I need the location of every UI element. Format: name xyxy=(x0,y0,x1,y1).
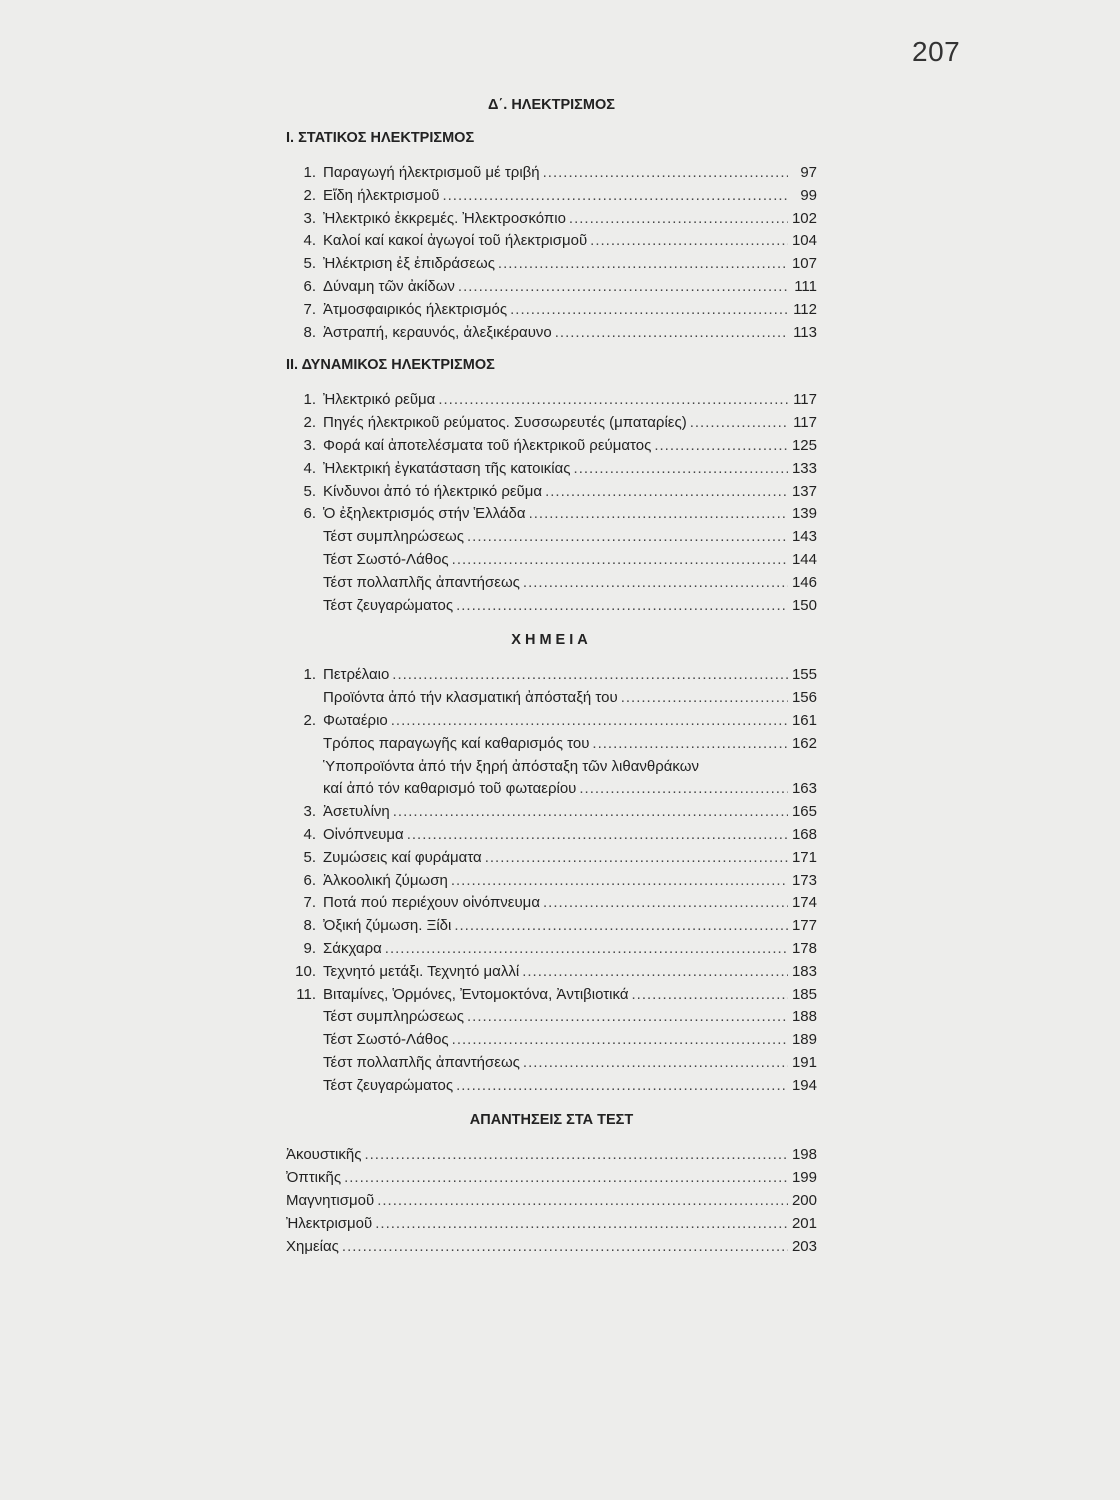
toc-entry xyxy=(286,208,817,231)
toc-entry-page: 144 xyxy=(791,550,817,568)
toc-entry-number: 5. xyxy=(303,255,316,273)
toc-entry xyxy=(286,938,817,961)
toc-entry-page: 133 xyxy=(791,459,817,477)
dot-leader xyxy=(545,481,788,504)
toc-entry xyxy=(286,870,817,893)
toc-entry-title: Ἀλκοολική ζύμωση xyxy=(323,871,448,889)
toc-entry-title: Φορά καί ἀποτελέσματα τοῦ ήλεκτρικοῦ ρεύματος xyxy=(323,436,652,454)
toc-entry-page: 194 xyxy=(791,1076,817,1094)
toc-entry-number: 3. xyxy=(303,436,316,454)
toc-entry-number: 11. xyxy=(296,985,316,1003)
dynamic-entries xyxy=(286,389,817,617)
toc-entry-number: 5. xyxy=(303,482,316,500)
toc-entry-page: 102 xyxy=(791,209,817,227)
dot-leader xyxy=(523,1052,788,1075)
toc-entry-page: 155 xyxy=(791,666,817,684)
dot-leader xyxy=(344,1167,788,1190)
toc-entry xyxy=(286,299,817,322)
toc-entry-title: Τέστ Σωστό-Λάθος xyxy=(323,1031,449,1049)
toc-entry-page: 185 xyxy=(791,985,817,1003)
toc-entry-number: 6. xyxy=(303,277,316,295)
dot-leader xyxy=(442,185,788,208)
toc-entry-title: Βιταμίνες, Ὁρμόνες, Ἐντομοκτόνα, Ἀντιβιοτικά xyxy=(323,985,629,1003)
toc-entry-page: 191 xyxy=(791,1053,817,1071)
toc-entry xyxy=(286,710,817,733)
toc-entry-page: 125 xyxy=(791,436,817,454)
toc-entry-page: 117 xyxy=(793,414,817,432)
toc-entry xyxy=(286,572,817,595)
toc-entry-page: 163 xyxy=(791,780,817,798)
static-entries xyxy=(286,162,817,344)
toc-entry-title: Φωταέριο xyxy=(323,711,388,729)
toc-entry-title: Ποτά πού περιέχουν οἰνόπνευμα xyxy=(323,894,540,912)
toc-entry-number: 2. xyxy=(303,414,316,432)
toc-entry xyxy=(286,984,817,1007)
dot-leader xyxy=(407,824,788,847)
toc-entry-page: 161 xyxy=(791,711,817,729)
toc-entry-page: 168 xyxy=(791,825,817,843)
toc-entry-page: 200 xyxy=(791,1192,817,1210)
toc-entry xyxy=(286,1144,817,1167)
dot-leader xyxy=(543,162,788,185)
page-number: 207 xyxy=(912,36,961,67)
section-heading-dynamic: ΙΙ. ΔΥΝΑΜΙΚΟΣ ΗΛΕΚΤΡΙΣΜΟΣ xyxy=(286,357,495,374)
toc-entry-title: Καλοί καί κακοί ἀγωγοί τοῦ ήλεκτρισμοῦ xyxy=(323,232,588,250)
toc-entry-page: 143 xyxy=(791,528,817,546)
toc-entry-number: 4. xyxy=(303,459,316,477)
toc-entry xyxy=(286,185,817,208)
toc-entry xyxy=(286,664,817,687)
dot-leader xyxy=(690,412,788,435)
chemistry-entries xyxy=(286,664,817,1097)
toc-entry-page: 189 xyxy=(791,1031,817,1049)
toc-entry xyxy=(286,276,817,299)
toc-entry-title: Τέστ συμπληρώσεως xyxy=(323,528,464,546)
toc-entry-number: 6. xyxy=(303,871,316,889)
toc-entry xyxy=(286,458,817,481)
answers-entries xyxy=(286,1144,817,1258)
toc-entry xyxy=(286,549,817,572)
dot-leader xyxy=(498,253,788,276)
toc-entry-title: Τέστ συμπληρώσεως xyxy=(323,1008,464,1026)
toc-entry-title: Ἠλεκτρικό ἐκκρεμές. Ἠλεκτροσκόπιο xyxy=(323,209,566,227)
toc-entry-page: 183 xyxy=(791,962,817,980)
table-of-contents xyxy=(286,94,817,1258)
toc-entry xyxy=(286,824,817,847)
dot-leader xyxy=(592,733,788,756)
toc-entry-page: 178 xyxy=(791,939,817,957)
toc-entry-page: 139 xyxy=(791,505,817,523)
toc-entry-number: 1. xyxy=(303,666,316,684)
toc-entry-title: Τρόπος παραγωγῆς καί καθαρισμός του xyxy=(323,734,590,752)
dot-leader xyxy=(438,389,788,412)
toc-entry xyxy=(286,412,817,435)
dot-leader xyxy=(510,299,788,322)
toc-entry-title: Σάκχαρα xyxy=(323,939,382,957)
dot-leader xyxy=(569,208,788,231)
toc-entry-title: Τέστ ζευγαρώματος xyxy=(323,596,454,614)
dot-leader xyxy=(523,572,788,595)
toc-entry-title: Ἠλέκτριση ἐξ ἐπιδράσεως xyxy=(323,255,495,273)
toc-entry-title: Εἴδη ήλεκτρισμοῦ xyxy=(323,186,440,204)
toc-entry-number: 3. xyxy=(303,209,316,227)
toc-entry xyxy=(286,847,817,870)
toc-entry-title: Τέστ πολλαπλῆς ἀπαντήσεως xyxy=(323,573,520,591)
toc-entry-title: Κίνδυνοι ἀπό τό ήλεκτρικό ρεῦμα xyxy=(323,482,543,500)
toc-entry-number: 7. xyxy=(303,300,316,318)
toc-entry-page: 177 xyxy=(791,917,817,935)
toc-entry xyxy=(286,595,817,618)
toc-entry-number: 8. xyxy=(303,323,316,341)
toc-entry-title: Ὑποπροϊόντα ἀπό τήν ξηρή ἀπόσταξη τῶν λιθανθράκων xyxy=(323,757,699,775)
toc-entry xyxy=(286,230,817,253)
dot-leader xyxy=(452,1029,788,1052)
toc-entry-page: 150 xyxy=(791,596,817,614)
toc-entry-title: Ἀστραπή, κεραυνός, ἀλεξικέραυνο xyxy=(323,323,552,341)
toc-entry xyxy=(286,1190,817,1213)
toc-entry xyxy=(286,756,817,779)
toc-entry-title: Τέστ ζευγαρώματος xyxy=(323,1076,454,1094)
toc-entry-title: Ἠλεκτρική ἐγκατάσταση τῆς κατοικίας xyxy=(323,459,571,477)
toc-entry-title: Ὁ ἐξηλεκτρισμός στήν Ἑλλάδα xyxy=(323,505,526,523)
toc-entry-number: 8. xyxy=(303,917,316,935)
toc-entry xyxy=(286,1236,817,1259)
dot-leader xyxy=(456,595,788,618)
toc-entry xyxy=(286,687,817,710)
toc-entry-title: Ζυμώσεις καί φυράματα xyxy=(323,848,482,866)
toc-entry-page: 165 xyxy=(791,803,817,821)
toc-entry-number: 4. xyxy=(303,232,316,250)
toc-entry xyxy=(286,915,817,938)
toc-entry xyxy=(286,733,817,756)
toc-entry-page: 97 xyxy=(800,164,817,181)
toc-entry-page: 107 xyxy=(791,255,817,273)
toc-entry xyxy=(286,1213,817,1236)
toc-entry-page: 201 xyxy=(791,1214,817,1232)
dot-leader xyxy=(391,710,788,733)
dot-leader xyxy=(375,1213,788,1236)
dot-leader xyxy=(485,847,788,870)
toc-entry-page: 173 xyxy=(791,871,817,889)
toc-entry-title: Προϊόντα ἀπό τήν κλασματική ἀπόσταξή του xyxy=(323,689,618,707)
toc-entry-page: 198 xyxy=(791,1146,817,1164)
dot-leader xyxy=(555,322,788,345)
dot-leader xyxy=(364,1144,788,1167)
dot-leader xyxy=(458,276,788,299)
toc-entry-title: Μαγνητισμοῦ xyxy=(286,1192,375,1210)
toc-entry-title: Τέστ Σωστό-Λάθος xyxy=(323,550,449,568)
toc-entry-number: 10. xyxy=(295,962,316,980)
section-heading-chemistry: ΧΗΜΕΙΑ xyxy=(511,632,592,649)
toc-entry xyxy=(286,1167,817,1190)
toc-entry-page: 113 xyxy=(793,323,817,341)
dot-leader xyxy=(632,984,788,1007)
toc-entry-page: 156 xyxy=(791,689,817,707)
toc-entry-title: Οἰνόπνευμα xyxy=(323,825,404,843)
toc-entry-number: 9. xyxy=(303,939,316,957)
dot-leader xyxy=(467,1006,788,1029)
toc-entry-page: 203 xyxy=(791,1237,817,1255)
dot-leader xyxy=(579,778,788,801)
dot-leader xyxy=(522,961,788,984)
dot-leader xyxy=(529,503,788,526)
toc-entry-number: 7. xyxy=(303,894,316,912)
toc-entry xyxy=(286,162,817,185)
toc-entry-page: 104 xyxy=(791,232,817,250)
toc-entry-number: 5. xyxy=(303,848,316,866)
section-heading-electricity: Δ΄. ΗΛΕΚΤΡΙΣΜΟΣ xyxy=(488,97,615,113)
toc-entry-number: 2. xyxy=(303,186,316,204)
toc-entry xyxy=(286,526,817,549)
toc-entry-title: Παραγωγή ήλεκτρισμοῦ μέ τριβή xyxy=(323,164,540,181)
toc-entry-title: Δύναμη τῶν ἀκίδων xyxy=(323,277,455,295)
toc-entry xyxy=(286,1029,817,1052)
toc-entry xyxy=(286,481,817,504)
toc-entry-number: 3. xyxy=(303,803,316,821)
toc-entry xyxy=(286,253,817,276)
toc-entry-title: Πηγές ήλεκτρικοῦ ρεύματος. Συσσωρευτές (μπαταρίες) xyxy=(323,414,687,432)
toc-entry xyxy=(286,778,817,801)
dot-leader xyxy=(342,1236,788,1259)
dot-leader xyxy=(451,870,788,893)
dot-leader xyxy=(392,664,788,687)
dot-leader xyxy=(452,549,788,572)
toc-entry-page: 112 xyxy=(793,300,817,318)
dot-leader xyxy=(467,526,788,549)
section-heading-answers: ΑΠΑΝΤΗΣΕΙΣ ΣΤΑ ΤΕΣΤ xyxy=(469,1112,634,1129)
toc-entry-title: Ἀτμοσφαιρικός ήλεκτρισμός xyxy=(323,300,508,318)
toc-entry-title: Ἠλεκτρισμοῦ xyxy=(286,1214,373,1232)
toc-entry-page: 199 xyxy=(791,1169,817,1187)
toc-entry-page: 162 xyxy=(791,734,817,752)
dot-leader xyxy=(574,458,788,481)
toc-entry xyxy=(286,801,817,824)
toc-entry-title: Τεχνητό μετάξι. Τεχνητό μαλλί xyxy=(323,962,520,980)
dot-leader xyxy=(454,915,788,938)
toc-entry-page: 174 xyxy=(791,894,817,912)
toc-entry-page: 117 xyxy=(793,391,817,409)
toc-entry-page: 188 xyxy=(791,1008,817,1026)
toc-entry-number: 1. xyxy=(303,391,316,409)
toc-entry-title: Τέστ πολλαπλῆς ἀπαντήσεως xyxy=(323,1053,520,1071)
toc-entry xyxy=(286,961,817,984)
toc-entry-page: 137 xyxy=(791,482,817,500)
toc-entry xyxy=(286,322,817,345)
dot-leader xyxy=(654,435,788,458)
dot-leader xyxy=(456,1075,788,1098)
toc-entry-page: 111 xyxy=(794,277,817,295)
toc-entry xyxy=(286,1006,817,1029)
toc-entry-page: 146 xyxy=(791,573,817,591)
toc-entry-title: καί ἀπό τόν καθαρισμό τοῦ φωταερίου xyxy=(323,780,577,798)
toc-entry xyxy=(286,892,817,915)
dot-leader xyxy=(621,687,788,710)
toc-entry-page: 171 xyxy=(791,848,817,866)
toc-entry xyxy=(286,1052,817,1075)
toc-entry-title: Ἀκουστικῆς xyxy=(286,1146,362,1164)
dot-leader xyxy=(393,801,788,824)
toc-entry-number: 4. xyxy=(303,825,316,843)
toc-entry-number: 1. xyxy=(303,164,316,181)
toc-entry-title: Ὀξική ζύμωση. Ξίδι xyxy=(323,917,452,935)
toc-entry xyxy=(286,435,817,458)
toc-entry-number: 2. xyxy=(303,711,316,729)
dot-leader xyxy=(385,938,788,961)
toc-entry xyxy=(286,389,817,412)
dot-leader xyxy=(590,230,788,253)
toc-entry-page: 99 xyxy=(800,186,817,204)
section-heading-static: Ι. ΣΤΑΤΙΚΟΣ ΗΛΕΚΤΡΙΣΜΟΣ xyxy=(286,130,475,146)
toc-entry-number: 6. xyxy=(303,505,316,523)
toc-entry-title: Ὀπτικῆς xyxy=(286,1169,342,1187)
dot-leader xyxy=(377,1190,788,1213)
toc-entry-title: Ἀσετυλίνη xyxy=(323,803,390,821)
toc-entry-title: Πετρέλαιο xyxy=(323,666,390,684)
dot-leader xyxy=(543,892,788,915)
toc-entry-title: Ἠλεκτρικό ρεῦμα xyxy=(323,391,436,409)
toc-entry xyxy=(286,1075,817,1098)
toc-entry-title: Χημείας xyxy=(286,1237,339,1255)
toc-entry xyxy=(286,503,817,526)
